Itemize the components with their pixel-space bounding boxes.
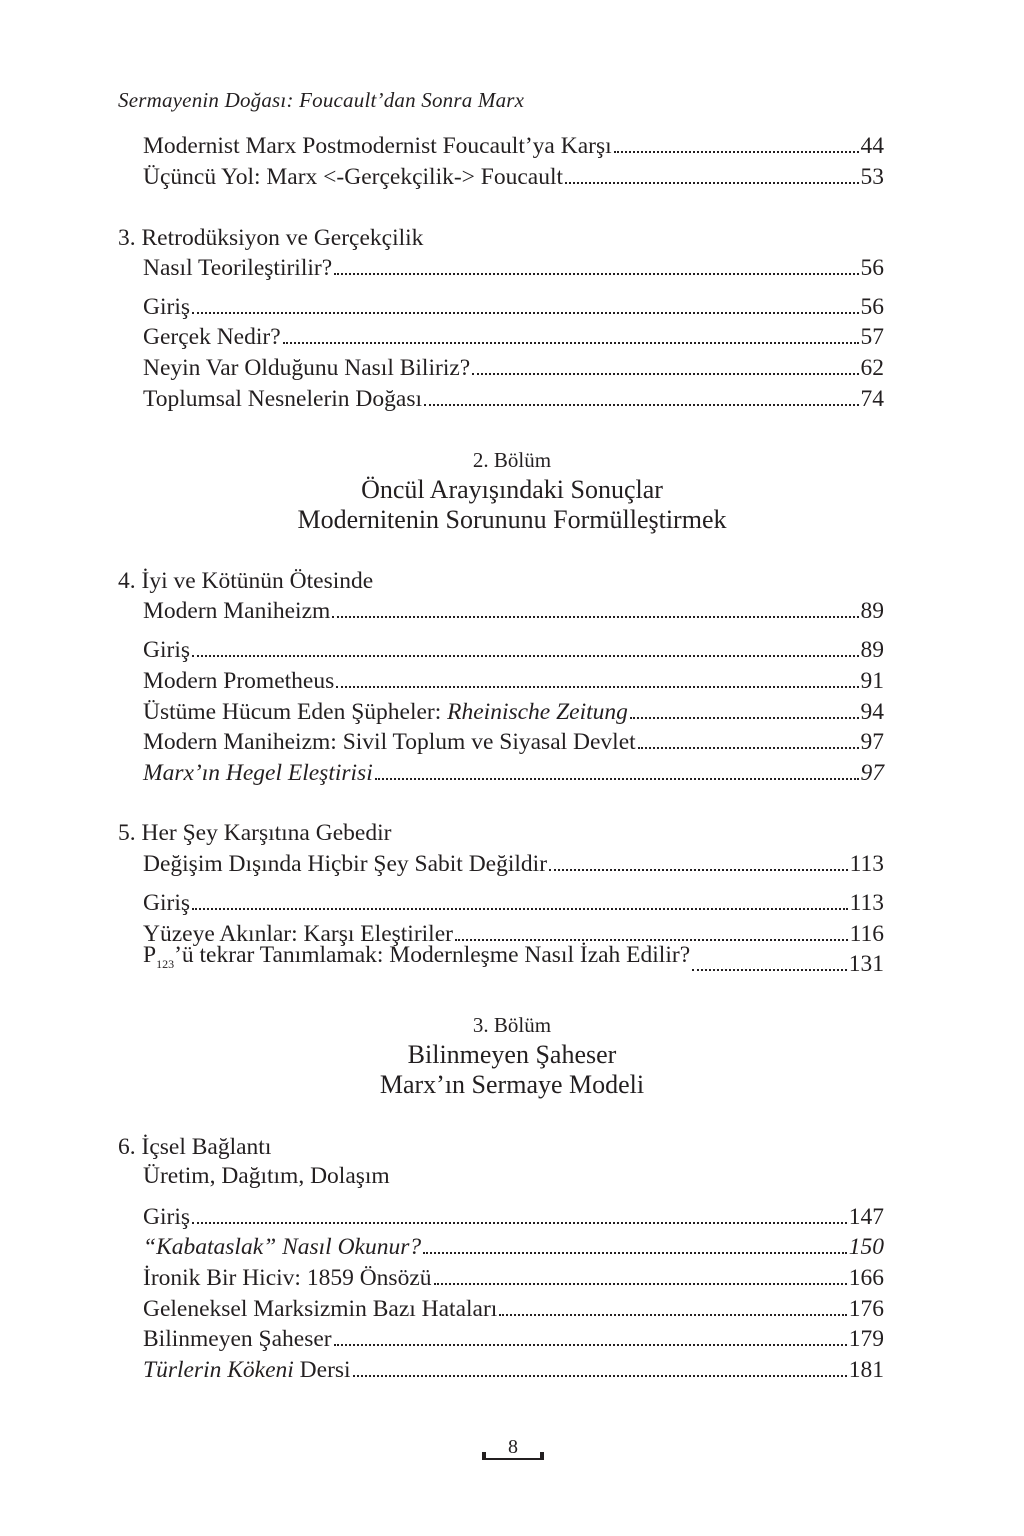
toc-entry-page: 56: [860, 255, 884, 281]
toc-entry-title: Giriş: [143, 1204, 190, 1230]
toc-entry-title: Değişim Dışında Hiçbir Şey Sabit Değildir: [143, 851, 548, 877]
toc-entry[interactable]: [143, 1231, 884, 1261]
toc-entry-page: 57: [860, 324, 884, 350]
part-title: Bilinmeyen Şaheser: [407, 1040, 617, 1069]
toc-entry-title: Giriş: [143, 294, 190, 320]
toc-entry-page: 94: [860, 699, 884, 725]
leader-dots: [336, 684, 858, 688]
toc-entry[interactable]: [143, 887, 884, 917]
leader-dots: [192, 1220, 847, 1224]
toc-entry-page: 56: [860, 294, 884, 320]
chapter-heading: 3. Retrodüksiyon ve Gerçekçilik: [118, 225, 424, 251]
leader-dots: [332, 614, 858, 618]
toc-entry[interactable]: [143, 757, 884, 787]
toc-entry-title-italic: Türlerin Kökeni: [143, 1357, 294, 1383]
page-number-rule-right-tick: [540, 1452, 544, 1460]
running-head: Sermayenin Doğası: Foucault’dan Sonra Marx: [118, 88, 525, 112]
toc-entry-title: Gerçek Nedir?: [143, 324, 281, 350]
toc-entry[interactable]: [143, 1293, 884, 1323]
part-title: Öncül Arayışındaki Sonuçlar: [361, 475, 663, 504]
leader-dots: [353, 1373, 847, 1377]
toc-entry-title: Giriş: [143, 637, 190, 663]
toc-entry-page: 176: [848, 1296, 884, 1322]
leader-dots: [499, 1312, 846, 1316]
leader-dots: [630, 715, 859, 719]
leader-dots: [434, 1281, 847, 1285]
toc-entry-page: 113: [849, 890, 884, 916]
toc-entry[interactable]: [143, 696, 884, 726]
leader-dots: [424, 402, 859, 406]
toc-entry[interactable]: [143, 1262, 884, 1292]
toc-entry[interactable]: [143, 321, 884, 351]
chapter-heading: 6. İçsel Bağlantı: [118, 1134, 272, 1160]
toc-entry-title-p: P: [143, 942, 157, 968]
toc-entry-page: 91: [860, 668, 884, 694]
leader-dots: [549, 867, 848, 871]
part-subtitle: Marx’ın Sermaye Modeli: [379, 1070, 645, 1099]
toc-entry-title: Neyin Var Olduğunu Nasıl Biliriz?: [143, 355, 471, 381]
chapter-heading: 4. İyi ve Kötünün Ötesinde: [118, 568, 374, 594]
toc-entry-title: Geleneksel Marksizmin Bazı Hataları: [143, 1296, 498, 1322]
leader-dots: [192, 906, 848, 910]
toc-entry-title: [143, 941, 690, 978]
part-number: 2. Bölüm: [472, 448, 552, 472]
toc-entry-page: 116: [849, 921, 884, 947]
toc-entry-page: 179: [848, 1326, 884, 1352]
leader-dots: [334, 271, 858, 275]
toc-entry-title: Toplumsal Nesnelerin Doğası: [143, 386, 422, 412]
leader-dots: [565, 180, 858, 184]
toc-entry-page: 113: [849, 851, 884, 877]
toc-entry[interactable]: [143, 942, 884, 978]
toc-entry-page: 97: [860, 760, 884, 786]
toc-entry[interactable]: [143, 1201, 884, 1231]
toc-entry-title: Yüzeye Akınlar: Karşı Eleştiriler: [143, 921, 453, 947]
toc-entry-page: 131: [848, 951, 884, 977]
leader-dots: [692, 967, 847, 971]
toc-entry-title: Modern Maniheizm: [143, 598, 331, 624]
toc-entry-title-italic: Rheinische Zeitung: [447, 699, 628, 725]
page-number-rule-left-tick: [482, 1452, 486, 1460]
toc-entry-page: 181: [848, 1357, 884, 1383]
toc-entry-title: Modern Maniheizm: Sivil Toplum ve Siyasal Devlet: [143, 729, 636, 755]
toc-entry[interactable]: [143, 665, 884, 695]
toc-entry[interactable]: [143, 352, 884, 382]
toc-entry-page: 62: [860, 355, 884, 381]
part-subtitle: Modernitenin Sorununu Formülleştirmek: [297, 505, 727, 534]
leader-dots: [334, 1342, 847, 1346]
toc-entry-page: 44: [860, 133, 884, 159]
toc-entry-page: 74: [860, 386, 884, 412]
toc-entry[interactable]: [143, 161, 884, 191]
toc-entry[interactable]: [143, 130, 884, 160]
toc-entry-title: [143, 1356, 351, 1384]
toc-entry-title: İronik Bir Hiciv: 1859 Önsözü: [143, 1265, 432, 1291]
toc-entry-title-plain: Üstüme Hücum Eden Şüpheler:: [143, 699, 448, 725]
chapter-subtitle: Üretim, Dağıtım, Dolaşım: [143, 1163, 390, 1189]
toc-entry-page: 89: [860, 598, 884, 624]
toc-entry[interactable]: [143, 383, 884, 413]
toc-entry-page: 53: [860, 164, 884, 190]
toc-entry-title-rest: ’ü tekrar Tanımlamak: Modernleşme Nasıl İzah Edilir?: [174, 942, 691, 968]
leader-dots: [472, 371, 858, 375]
toc-entry[interactable]: [143, 1323, 884, 1353]
toc-entry-title: Marx’ın Hegel Eleştirisi: [143, 760, 373, 786]
leader-dots: [375, 776, 859, 780]
toc-entry-title: Üçüncü Yol: Marx <-Gerçekçilik-> Foucault: [143, 164, 564, 190]
toc-entry-title: Modern Prometheus: [143, 668, 335, 694]
page-number: [482, 1436, 544, 1460]
leader-dots: [423, 1250, 847, 1254]
toc-entry[interactable]: [143, 634, 884, 664]
chapter-heading: 5. Her Şey Karşıtına Gebedir: [118, 820, 392, 846]
toc-entry[interactable]: [143, 726, 884, 756]
toc-entry-title: [143, 698, 628, 726]
toc-entry-page: 150: [848, 1234, 884, 1260]
part-number: 3. Bölüm: [472, 1013, 552, 1037]
toc-entry-page: 147: [848, 1204, 884, 1230]
toc-entry-page: 89: [860, 637, 884, 663]
toc-entry-title-plain: Dersi: [293, 1357, 351, 1383]
leader-dots: [283, 340, 859, 344]
toc-entry-title: Modernist Marx Postmodernist Foucault’ya Karşı: [143, 133, 612, 159]
page-number-text: 8: [508, 1436, 518, 1458]
toc-entry-title: “Kabataslak” Nasıl Okunur?: [143, 1234, 422, 1260]
toc-entry-title: Giriş: [143, 890, 190, 916]
leader-dots: [192, 653, 859, 657]
toc-entry[interactable]: [143, 1354, 884, 1384]
toc-entry[interactable]: [143, 291, 884, 321]
toc-entry-page: 97: [860, 729, 884, 755]
chapter-subtitle-entry[interactable]: [143, 252, 884, 282]
chapter-subtitle-entry[interactable]: [143, 595, 884, 625]
toc-entry-title: Bilinmeyen Şaheser: [143, 1326, 332, 1352]
page-number-rule: [482, 1458, 544, 1460]
toc-entry-page: 166: [848, 1265, 884, 1291]
leader-dots: [614, 149, 859, 153]
toc-entry-title: Nasıl Teorileştirilir?: [143, 255, 333, 281]
chapter-subtitle-entry[interactable]: [143, 848, 884, 878]
leader-dots: [638, 745, 859, 749]
toc-entry-title-subscript: 123: [156, 957, 175, 971]
leader-dots: [192, 310, 859, 314]
